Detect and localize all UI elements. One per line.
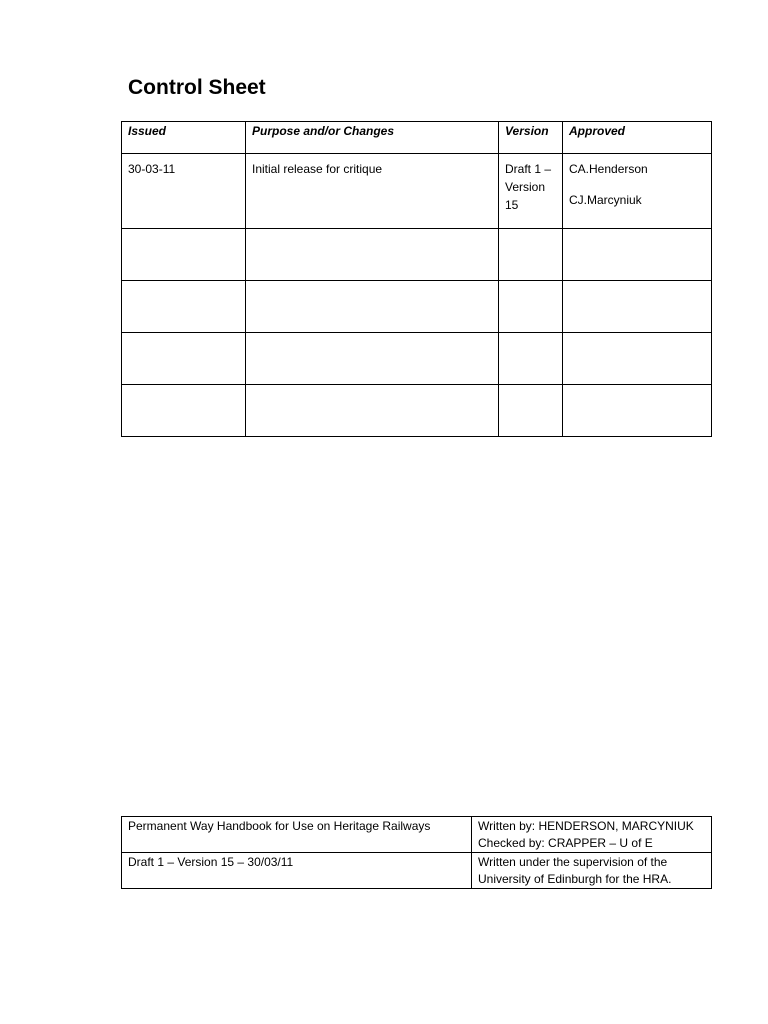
- approver-name: CJ.Marcyniuk: [569, 193, 642, 207]
- cell-empty: [499, 229, 563, 281]
- header-issued: Issued: [122, 122, 246, 154]
- cell-empty: [499, 333, 563, 385]
- document-footer-table: [121, 816, 712, 889]
- cell-empty: [122, 229, 246, 281]
- approver-name: CA.Henderson: [569, 162, 648, 176]
- cell-empty: [563, 281, 712, 333]
- cell-empty: [563, 333, 712, 385]
- cell-version: Draft 1 – Version 15: [499, 154, 563, 229]
- table-row-empty: [122, 281, 712, 333]
- cell-purpose: Initial release for critique: [246, 154, 499, 229]
- cell-empty: [122, 385, 246, 437]
- table-row-empty: [122, 229, 712, 281]
- header-approved: Approved: [563, 122, 712, 154]
- cell-issued: 30-03-11: [122, 154, 246, 229]
- table-header-row: [122, 122, 712, 154]
- cell-empty: [122, 333, 246, 385]
- cell-empty: [499, 281, 563, 333]
- cell-empty: [246, 281, 499, 333]
- cell-empty: [246, 229, 499, 281]
- cell-empty: [246, 333, 499, 385]
- footer-row: [122, 853, 712, 889]
- cell-empty: [122, 281, 246, 333]
- table-row: [122, 154, 712, 229]
- footer-written-by: Written by: HENDERSON, MARCYNIUK: [478, 819, 694, 833]
- cell-approved: [563, 154, 712, 229]
- table-row-empty: [122, 385, 712, 437]
- footer-supervision-line: University of Edinburgh for the HRA.: [478, 872, 672, 886]
- cell-empty: [246, 385, 499, 437]
- footer-handbook-title: Permanent Way Handbook for Use on Heritage Railways: [122, 817, 472, 853]
- header-version: Version: [499, 122, 563, 154]
- cell-empty: [563, 229, 712, 281]
- footer-draft-info: Draft 1 – Version 15 – 30/03/11: [122, 853, 472, 889]
- footer-supervision-line: Written under the supervision of the: [478, 855, 668, 869]
- page-title: Control Sheet: [128, 76, 266, 99]
- table-row-empty: [122, 333, 712, 385]
- cell-empty: [499, 385, 563, 437]
- footer-checked-by: Checked by: CRAPPER – U of E: [478, 836, 653, 850]
- cell-empty: [563, 385, 712, 437]
- footer-row: [122, 817, 712, 853]
- control-sheet-table: [121, 121, 712, 437]
- footer-authors-cell: [472, 817, 712, 853]
- header-purpose: Purpose and/or Changes: [246, 122, 499, 154]
- footer-supervision-cell: [472, 853, 712, 889]
